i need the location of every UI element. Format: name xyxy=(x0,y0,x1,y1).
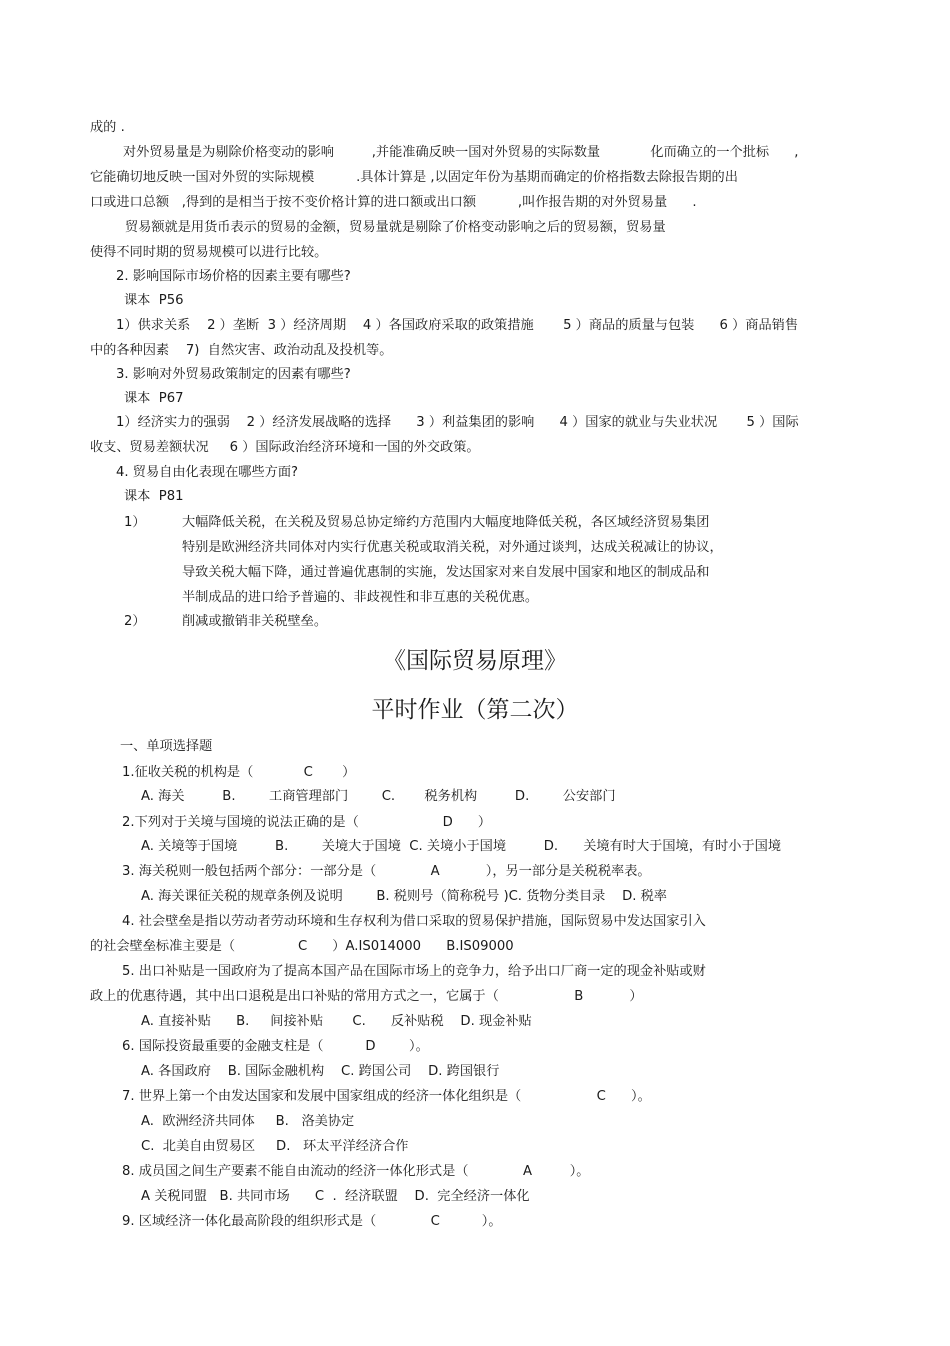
textbook-ref: 课本 P81 xyxy=(124,489,184,504)
text-line: 对外贸易量是为剔除价格变动的影响 ,并能准确反映一国对外贸易的实际数量 化而确立的一个批标 , xyxy=(123,145,799,160)
text-line: 口或进口总额 ,得到的是相当于按不变价格计算的进口额或出口额 ,叫作报告期的对外贸易量 . xyxy=(90,195,697,210)
question-line: 2.下列对于关境与国境的说法正确的是（ D ） xyxy=(122,815,492,830)
option-line: A. 欧洲经济共同体 B. 洛美协定 xyxy=(141,1114,355,1129)
question-line: 的社会壁垒标准主要是（ C ）A.IS014000 B.IS09000 xyxy=(90,939,514,954)
question-line: 6. 国际投资最重要的金融支柱是（ D ）。 xyxy=(122,1039,429,1054)
question-heading: 3. 影响对外贸易政策制定的因素有哪些? xyxy=(116,367,351,382)
text-line: 特别是欧洲经济共同体对内实行优惠关税或取消关税，对外通过谈判，达成关税减让的协议， xyxy=(182,540,723,555)
question-heading: 4. 贸易自由化表现在哪些方面? xyxy=(116,465,299,480)
text-line: 中的各种因素 7) 自然灾害、政治动乱及投机等。 xyxy=(90,343,393,358)
question-line: 政上的优惠待遇，其中出口退税是出口补贴的常用方式之一，它属于（ B ） xyxy=(90,989,643,1004)
option-line: A 关税同盟 B. 共同市场 C . 经济联盟 D. 完全经济一体化 xyxy=(141,1189,530,1204)
textbook-ref: 课本 P56 xyxy=(124,293,184,308)
question-line: 7. 世界上第一个由发达国家和发展中国家组成的经济一体化组织是（ C ）。 xyxy=(122,1089,651,1104)
option-line: A. 海关 B. 工商管理部门 C. 税务机构 D. 公安部门 xyxy=(141,789,616,804)
question-line: 1.征收关税的机构是（ C ） xyxy=(122,765,356,780)
document-subtitle: 平时作业（第二次） xyxy=(371,697,579,723)
list-marker: 2） xyxy=(124,614,146,629)
text-line: 1）供求关系 2 ）垄断 3 ）经济周期 4 ）各国政府采取的政策措施 5 ）商品的质量与包装 6 ）商品销售 xyxy=(116,318,799,333)
text-line: 使得不同时期的贸易规模可以进行比较。 xyxy=(90,245,328,260)
text-line: 贸易额就是用货币表示的贸易的金额，贸易量就是剔除了价格变动影响之后的贸易额，贸易量 xyxy=(125,220,666,235)
document-title: 《国际贸易原理》 xyxy=(383,648,567,674)
option-line: C. 北美自由贸易区 D. 环太平洋经济合作 xyxy=(141,1139,409,1154)
text-line: 大幅降低关税，在关税及贸易总协定缔约方范围内大幅度地降低关税，各区域经济贸易集团 xyxy=(182,515,710,530)
option-line: A. 直接补贴 B. 间接补贴 C. 反补贴税 D. 现金补贴 xyxy=(141,1014,532,1029)
text-line: 削减或撤销非关税壁垒。 xyxy=(182,614,328,629)
question-line: 9. 区域经济一体化最高阶段的组织形式是（ C ）。 xyxy=(122,1214,502,1229)
text-line: 它能确切地反映一国对外贸的实际规模 .具体计算是 ,以固定年份为基期而确定的价格指数去除报告期的出 xyxy=(90,170,738,185)
textbook-ref: 课本 P67 xyxy=(124,391,184,406)
question-heading: 2. 影响国际市场价格的因素主要有哪些? xyxy=(116,269,351,284)
text-line: 导致关税大幅下降，通过普遍优惠制的实施，发达国家对来自发展中国家和地区的制成品和 xyxy=(182,565,710,580)
option-line: A. 海关课征关税的规章条例及说明 B. 税则号（简称税号 )C. 货物分类目录 D. 税率 xyxy=(141,889,667,904)
section-heading: 一、单项选择题 xyxy=(120,739,213,754)
question-line: 8. 成员国之间生产要素不能自由流动的经济一体化形式是（ A ）。 xyxy=(122,1164,590,1179)
list-marker: 1） xyxy=(124,515,146,530)
question-line: 4. 社会壁垒是指以劳动者劳动环境和生存权利为借口采取的贸易保护措施，国际贸易中发达国家引入 xyxy=(122,914,706,929)
question-line: 5. 出口补贴是一国政府为了提高本国产品在国际市场上的竞争力，给予出口厂商一定的现金补贴或财 xyxy=(122,964,706,979)
question-line: 3. 海关税则一般包括两个部分：一部分是（ A ），另一部分是关税税率表。 xyxy=(122,864,651,879)
option-line: A. 关境等于国境 B. 关境大于国境 C. 关境小于国境 D. 关境有时大于国境，有时小于国境 xyxy=(141,839,782,854)
text-line: 成的 . xyxy=(90,120,125,135)
text-line: 半制成品的进口给予普遍的、非歧视性和非互惠的关税优惠。 xyxy=(182,590,539,605)
text-line: 1）经济实力的强弱 2 ）经济发展战略的选择 3 ）利益集团的影响 4 ）国家的就业与失业状况 5 ）国际 xyxy=(116,415,799,430)
text-line: 收支、贸易差额状况 6 ）国际政治经济环境和一国的外交政策。 xyxy=(90,440,480,455)
option-line: A. 各国政府 B. 国际金融机构 C. 跨国公司 D. 跨国银行 xyxy=(141,1064,500,1079)
